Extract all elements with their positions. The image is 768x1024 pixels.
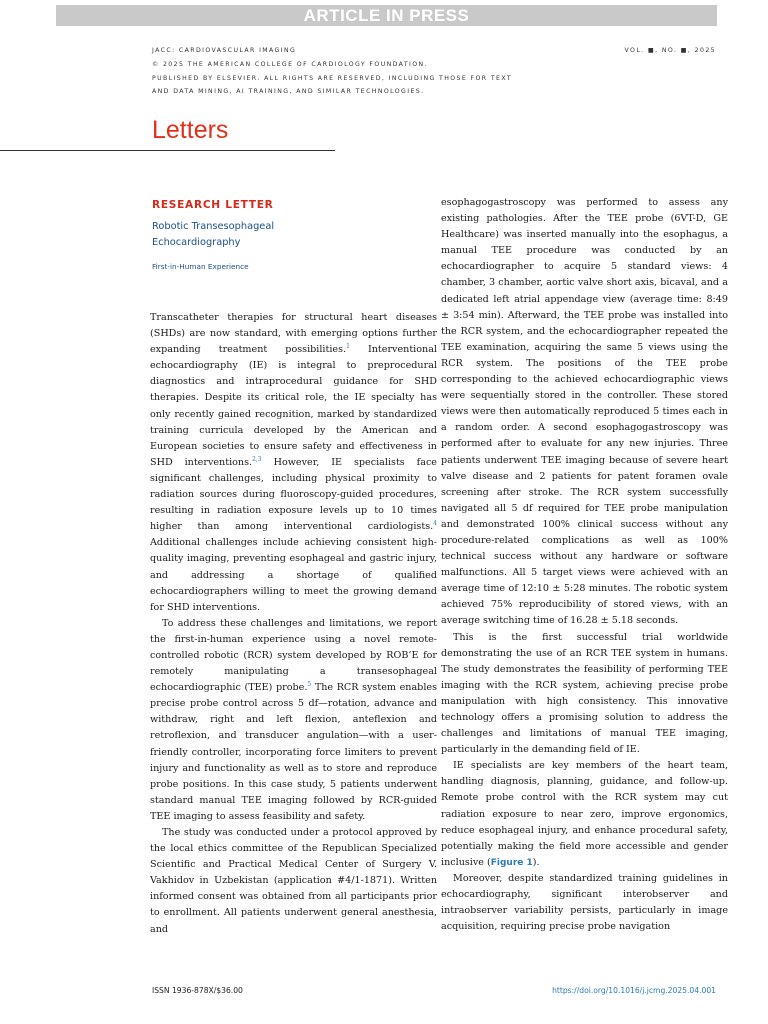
body-column-left xyxy=(150,310,437,938)
text-run: ). xyxy=(532,856,540,868)
body-paragraph xyxy=(441,630,728,759)
doi-link[interactable]: https://doi.org/10.1016/j.jcmg.2025.04.001 xyxy=(552,986,716,995)
section-title: Letters xyxy=(152,116,229,144)
text-run: However, IE specialists face significant challenges, including physical proximity to radiation sources during fluoroscopy-guided procedures, resulting in radiation exposure levels up to 10 times higher than among interventional cardiologists. xyxy=(150,456,437,533)
text-run: The RCR system enables precise probe control across 5 df—rotation, advance and withdraw, right and left flexion, anteflexion and retroflexion, and transducer angulation—with a user-friendly controller, incorporating force limiters to prevent injury and functionality as well as to store and reproduce probe positions. In this case study, 5 patients underwent standard manual TEE imaging followed by RCR-guided TEE imaging to assess feasibility and safety. xyxy=(150,682,437,822)
reference-link[interactable]: 1 xyxy=(346,343,350,350)
text-run: Transcatheter therapies for structural heart diseases (SHDs) are now standard, with emerging options further expanding treatment possibilities. xyxy=(150,312,437,356)
body-paragraph xyxy=(441,195,728,630)
copyright-line: © 2025 THE AMERICAN COLLEGE OF CARDIOLOGY FOUNDATION. xyxy=(152,60,428,68)
body-paragraph xyxy=(150,616,437,825)
issn-price: ISSN 1936-878X/$36.00 xyxy=(152,986,243,995)
text-run: Interventional echocardiography (IE) is integral to preprocedural diagnostics and intraprocedural guidance for SHD therapies. Despite its critical role, the IE specialty has only recently gained recognition, marked by standardized training curricula developed by the American and European societies to ensure safety and effectiveness in SHD interventions. xyxy=(150,344,437,468)
reference-link[interactable]: 5 xyxy=(307,680,312,688)
text-run: The study was conducted under a protocol approved by the local ethics committee of the Republican Specialized Scientific and Practical Medical Center of Surgery V. Vakhidov in Uzbekistan (application #4/1-1871). Written informed consent was obtained from all participants prior to enrollment. All patients underwent general anesthesia, and xyxy=(150,827,437,935)
rights-line-2: AND DATA MINING, AI TRAINING, AND SIMILAR TECHNOLOGIES. xyxy=(152,88,425,96)
section-divider xyxy=(0,150,335,151)
text-run: To address these challenges and limitations, we report the first-in-human experience using a novel remote-controlled robotic (RCR) system developed by ROB’E for remotely manipulating a transesophageal echocardiographic (TEE) probe. xyxy=(150,617,437,694)
article-subtitle: First-in-Human Experience xyxy=(152,262,249,271)
article-in-press-banner: ARTICLE IN PRESS xyxy=(56,5,717,26)
body-column-right xyxy=(441,195,728,935)
article-type: RESEARCH LETTER xyxy=(152,199,274,211)
volume-info: VOL. ■, NO. ■, 2025 xyxy=(624,47,716,54)
text-run: This is the first successful trial worldwide demonstrating the use of an RCR TEE system in humans. The study demonstrates the feasibility of performing TEE imaging with the RCR system, achieving precise probe manipulation with high consistency. This innovative technology offers a promising solution to address the challenges and limitations of manual TEE imaging, particularly in the demanding field of IE. xyxy=(441,631,728,756)
text-run: Moreover, despite standardized training guidelines in echocardiography, significant interobserver and intraobserver variability persists, particularly in image acquisition, requiring precise probe navigation xyxy=(441,872,728,933)
reference-link[interactable]: 2,3 xyxy=(252,455,262,463)
rights-line: PUBLISHED BY ELSEVIER. ALL RIGHTS ARE RESERVED, INCLUDING THOSE FOR TEXT xyxy=(152,74,513,82)
reference-link[interactable]: 4 xyxy=(433,520,437,528)
body-paragraph xyxy=(150,310,437,616)
text-run: Additional challenges include achieving consistent high-quality imaging, preventing esophageal and gastric injury, and addressing a shortage of qualified echocardiographers willing to meet the growing demand for SHD interventions. xyxy=(150,537,437,613)
text-run: esophagogastroscopy was performed to assess any existing pathologies. After the TEE probe (6VT-D, GE Healthcare) was inserted manually into the esophagus, a manual TEE procedure was conducted by an echocardiographer to acquire 5 standard views: 4 chamber, 3 chamber, aortic valve short axis, bicaval, and a dedicated left atrial appendage view (average time: 8:49 ± 3:54 min). Afterward, the TEE probe was installed into the RCR system, and the echocardiographer repeated the TEE examination, acquiring the same 5 views using the RCR system. The positions of the TEE probe corresponding to the achieved echocardiographic views were sequentially stored in the controller. These stored views were then automatically reproduced 5 times each in a random order. A second esophagogastroscopy was performed after to evaluate for any new injuries. Three patients underwent TEE imaging because of severe heart valve disease and 2 patients for patent foramen ovale screening after stroke. The RCR system successfully navigated all 5 df required for TEE probe manipulation and demonstrated 100% clinical success without any procedure-related complications as well as 100% technical success without any hardware or software malfunctions. All 5 target views were achieved with an average time of 12:10 ± 5:28 minutes. The robotic system achieved 75% reproducibility of stored views, with an average switching time of 16.28 ± 5.18 seconds. xyxy=(441,197,728,627)
journal-header xyxy=(152,44,512,99)
article-title: Robotic Transesophageal Echocardiography xyxy=(152,221,275,248)
text-run: IE specialists are key members of the heart team, handling diagnosis, planning, guidance, and follow-up. Remote probe control with the RCR system may cut radiation exposure to near zero, improve ergonomics, reduce esophageal injury, and enhance procedural safety, potentially making the field more accessible and gender inclusive ( xyxy=(441,760,728,868)
journal-name: JACC: CARDIOVASCULAR IMAGING xyxy=(152,47,297,54)
body-paragraph xyxy=(150,825,437,938)
body-paragraph xyxy=(441,758,728,871)
figure-link[interactable]: Figure 1 xyxy=(490,857,533,868)
body-paragraph xyxy=(441,871,728,935)
